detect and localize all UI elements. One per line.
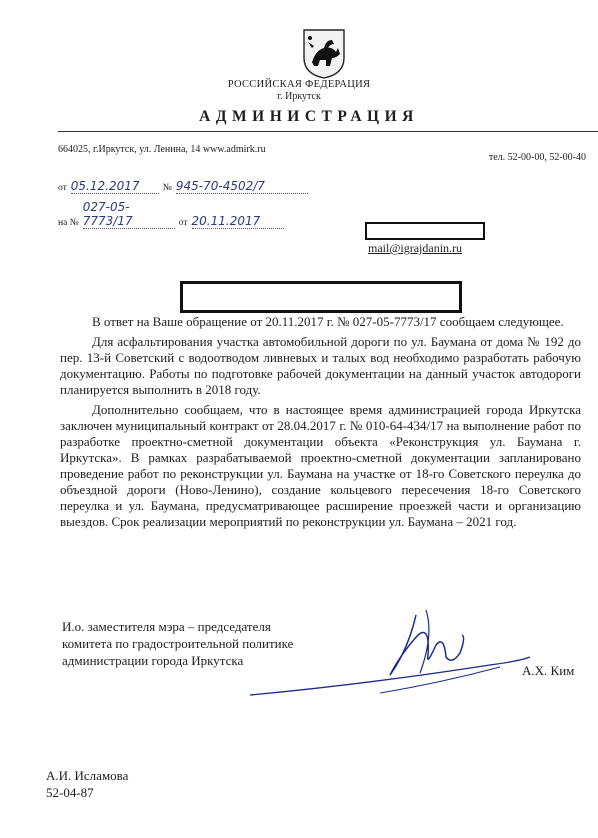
handwritten-signature <box>240 595 540 705</box>
reply-number-prefix: на № <box>58 218 79 228</box>
paragraph-2: Для асфальтирования участка автомобильной дороги по ул. Баумана от дома № 192 до пер. 13-й Советский с водоотводом ливневых и талых вод необходимо разработать рабочую документацию. Работы по подготовке рабочей документации на данный участок автодороги планируется выполнить в 2018 году. <box>60 334 581 397</box>
signer-position-line-2: комитета по градостроительной политике <box>62 636 294 651</box>
organization-phones: тел. 52-00-00, 52-00-40 <box>488 152 586 163</box>
signer-position-line-3: администрации города Иркутска <box>62 653 244 668</box>
signer-position-line-1: И.о. заместителя мэра – председателя <box>62 619 271 634</box>
outgoing-date: 05.12.2017 <box>71 179 159 194</box>
from-prefix: от <box>58 183 67 193</box>
executor-info <box>46 767 128 801</box>
city-name: г. Иркутск <box>277 91 321 102</box>
redacted-recipient-name <box>365 222 485 240</box>
reply-number: 027-05-7773/17 <box>83 200 175 229</box>
coat-of-arms-emblem <box>302 28 346 80</box>
outgoing-number: 945-70-4502/7 <box>176 179 308 194</box>
reply-from-prefix: от <box>178 218 188 228</box>
outgoing-reg-line <box>58 177 308 195</box>
signer-name: А.Х. Ким <box>522 663 575 678</box>
header-divider <box>58 131 598 132</box>
executor-name: А.И. Исламова <box>46 768 129 783</box>
country-name: РОССИЙСКАЯ ФЕДЕРАЦИЯ <box>227 79 371 90</box>
reply-date: 20.11.2017 <box>192 214 284 229</box>
recipient-email: mail@igrajdanin.ru <box>368 241 463 255</box>
redacted-addressee-block <box>180 281 462 313</box>
paragraph-3: Дополнительно сообщаем, что в настоящее время администрацией города Иркутска заключен муниципальный контракт от 28.04.2017 г. № 010-64-434/17 на выполнение работ по разработке проектно-сметной документации объекта «Реконструкция ул. Баумана г. Иркутска». В рамках разрабатываемой проектно-сметной документации запланировано проведение работ по реконструкции ул. Баумана на участке от 18-го Советского переулка до объездной дороги (Ново-Ленино), создание кольцевого пересечения 18-го Советского переулка и ул. Баумана, предусматривающее расширение проезжей части и организацию выездов. Срок реализации мероприятий по реконструкции ул. Баумана – 2021 год. <box>60 402 581 529</box>
number-prefix: № <box>162 183 172 193</box>
organization-address: 664025, г.Иркутск, ул. Ленина, 14 www.admirk.ru <box>58 144 266 155</box>
paragraph-1: В ответ на Ваше обращение от 20.11.2017 г. № 027-05-7773/17 сообщаем следующее. <box>92 314 564 329</box>
letter-body <box>60 314 581 534</box>
executor-phone: 52-04-87 <box>46 785 94 800</box>
reply-reg-line <box>58 200 284 230</box>
organization-title: АДМИНИСТРАЦИЯ <box>199 108 419 125</box>
